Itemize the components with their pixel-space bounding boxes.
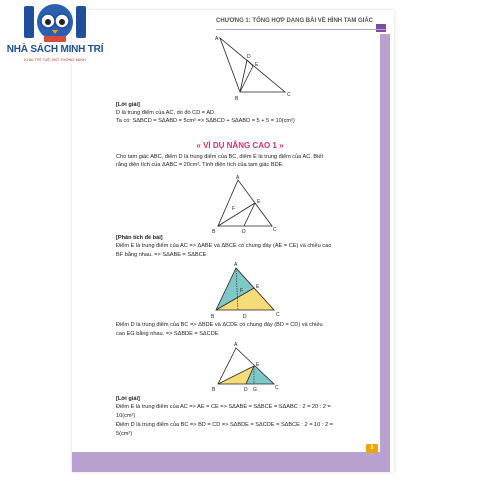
solution-heading: [Lời giải] xyxy=(116,396,140,402)
analysis-line: BF bằng nhau. => SΔABE = SΔBCE xyxy=(116,252,207,258)
vertex-label: C xyxy=(276,312,280,318)
logo-name: NHÀ SÁCH MINH TRÍ xyxy=(6,44,104,55)
figure-triangle-3 xyxy=(210,264,290,320)
vertex-label: D xyxy=(247,54,251,60)
figure-triangle-1 xyxy=(205,36,295,102)
vertex-label: A xyxy=(236,175,240,181)
vertex-label: E xyxy=(256,362,260,368)
vertex-label: A xyxy=(215,36,219,42)
owl-mascot-icon xyxy=(0,0,110,44)
vertex-label: C xyxy=(275,385,279,391)
vertex-label: E xyxy=(255,62,259,68)
figure-triangle-4 xyxy=(210,344,290,394)
solution-heading: [Lời giải] xyxy=(116,102,140,108)
vertex-label: C xyxy=(273,227,277,233)
publisher-logo xyxy=(0,0,110,66)
solution-line: Điểm D là trung điểm của BC => BD = CD => SΔBDE = SΔCDE = SΔBCE : 2 = 10 : 2 = xyxy=(116,422,333,428)
solution-line: Ta có: SΔBCD = SΔABD = 5cm² => SΔBCD + SΔABD = 5 + 5 = 10(cm²) xyxy=(116,118,295,124)
solution-line: Điểm E là trung điểm của AC => AE = CE => SΔABE = SΔBCE = SΔABC : 2 = 20 : 2 = xyxy=(116,404,331,410)
vertex-label: B xyxy=(235,96,239,102)
solution-line: 10(cm²) xyxy=(116,413,136,419)
vertex-label: A xyxy=(234,342,238,348)
vertex-label: E xyxy=(256,284,260,290)
vertex-label: G xyxy=(253,387,257,393)
vertex-label: B xyxy=(212,387,216,393)
vertex-label: A xyxy=(234,262,238,268)
problem-line: Cho tam giác ABC, điểm D là trung điểm của BC, điểm E là trung điểm của AC. Biết xyxy=(116,154,324,160)
vertex-label: F xyxy=(232,206,236,212)
analysis-line: Điểm E là trung điểm của AC => ΔABE và ΔBCE có chung đáy (AE = CE) và chiều cao xyxy=(116,243,332,249)
figure-triangle-2 xyxy=(210,176,280,234)
vertex-label: B xyxy=(211,314,215,320)
analysis-line: cao EG bằng nhau. => SΔBDE = SΔCDE xyxy=(116,331,219,337)
solution-line: D là trung điểm của AC, do đó CD = AD. xyxy=(116,110,216,116)
chapter-header: CHƯƠNG 1: TỔNG HỢP DẠNG BÀI VỀ HÌNH TAM GIÁC xyxy=(216,18,386,30)
analysis-heading: [Phân tích đề bài] xyxy=(116,235,163,241)
logo-slogan: KHAI TRÍ TUỆ, MỞ THÔNG MINH xyxy=(24,57,86,62)
solution-line: 5(cm²) xyxy=(116,431,133,437)
page-number-badge: 5 xyxy=(366,444,378,453)
vertex-label: B xyxy=(212,229,216,235)
vertex-label: C xyxy=(287,92,291,98)
analysis-line: Điểm D là trung điểm của BC => ΔBDE và ΔCDE có chung đáy (BD = CD) và chiều xyxy=(116,322,323,328)
vertex-label: D xyxy=(243,314,247,320)
section-title: « VÍ DỤ NÂNG CAO 1 » xyxy=(196,141,284,150)
vertex-label: F xyxy=(240,288,244,294)
vertex-label: E xyxy=(257,199,261,205)
vertex-label: D xyxy=(242,229,246,235)
vertex-label: D xyxy=(244,387,248,393)
problem-line: rằng diện tích của ΔABC = 20cm². Tính diện tích của tam giác BDE. xyxy=(116,162,284,168)
page-bottom-band xyxy=(72,452,390,472)
page-side-band xyxy=(380,34,390,470)
